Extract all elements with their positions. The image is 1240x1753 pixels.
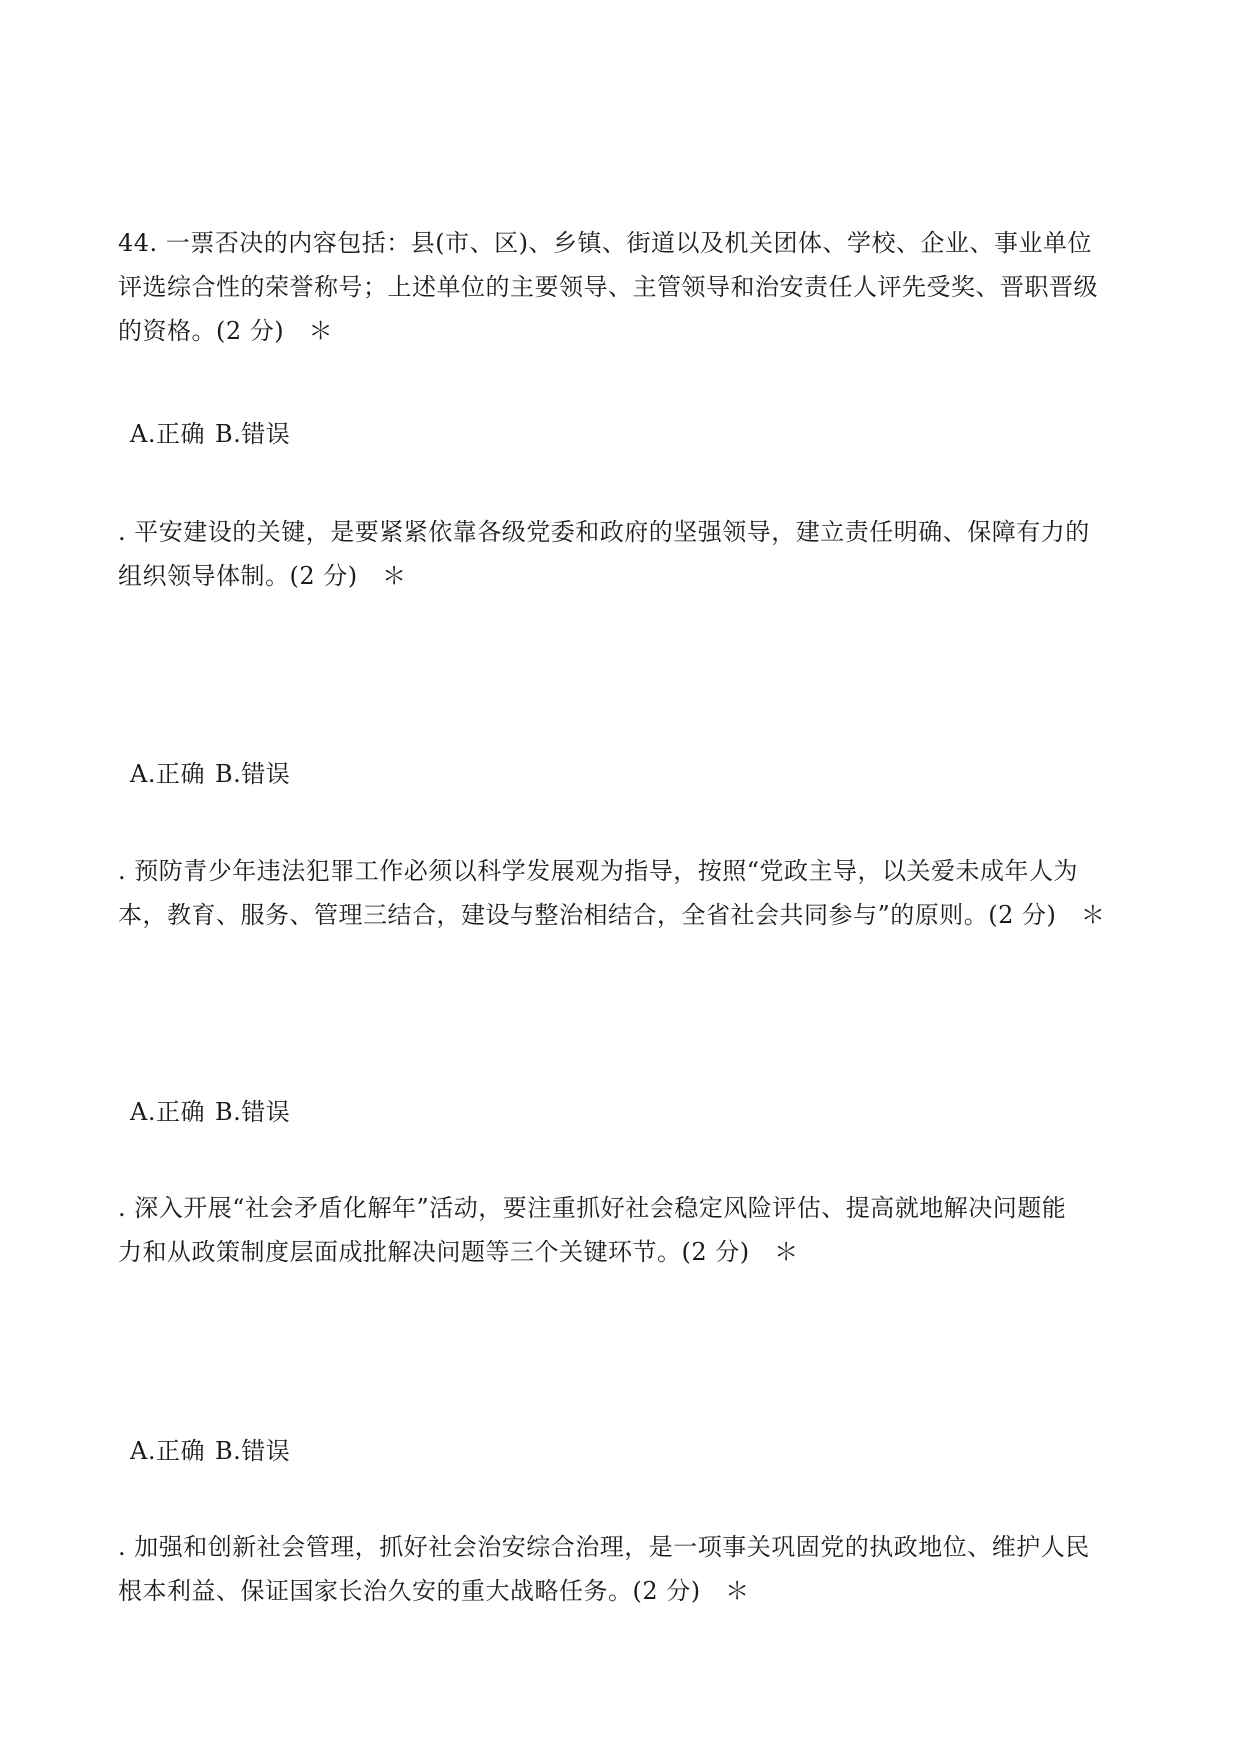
question-youth-crime-prevention <box>118 856 1128 930</box>
option-a[interactable]: A.正确 <box>130 1437 205 1465</box>
question-text-line: . 平安建设的关键，是要紧紧依靠各级党委和政府的坚强领导，建立责任明确、保障有力的 <box>118 518 1090 546</box>
question-conflict-resolution-year <box>118 1193 1128 1267</box>
question-text-line: 的资格。(2 分) ＊ <box>118 317 334 345</box>
question-text-line: 力和从政策制度层面成批解决问题等三个关键环节。(2 分) ＊ <box>118 1238 799 1266</box>
option-b[interactable]: B.错误 <box>214 760 291 788</box>
question-text-line: . 加强和创新社会管理，抓好社会治安综合治理，是一项事关巩固党的执政地位、维护人民 <box>118 1533 1090 1561</box>
option-a[interactable]: A.正确 <box>130 1098 205 1126</box>
question-44 <box>118 228 1128 346</box>
question-text-line: . 深入开展“社会矛盾化解年”活动，要注重抓好社会稳定风险评估、提高就地解决问题能 <box>118 1194 1067 1222</box>
question-text-line: 44. 一票否决的内容包括：县(市、区)、乡镇、街道以及机关团体、学校、企业、事业单位 <box>118 229 1093 257</box>
answer-options <box>130 1097 290 1127</box>
question-safety-construction <box>118 517 1128 591</box>
answer-options <box>130 419 290 449</box>
answer-options <box>130 1436 290 1466</box>
question-text-line: 评选综合性的荣誉称号；上述单位的主要领导、主管领导和治安责任人评先受奖、晋职晋级 <box>118 273 1098 301</box>
option-b[interactable]: B.错误 <box>214 1437 291 1465</box>
option-a[interactable]: A.正确 <box>130 420 205 448</box>
option-b[interactable]: B.错误 <box>214 1098 291 1126</box>
question-text-line: . 预防青少年违法犯罪工作必须以科学发展观为指导，按照“党政主导，以关爱未成年人为 <box>118 857 1079 885</box>
question-text-line: 根本利益、保证国家长治久安的重大战略任务。(2 分) ＊ <box>118 1577 750 1605</box>
answer-options <box>130 759 290 789</box>
option-a[interactable]: A.正确 <box>130 760 205 788</box>
question-text-line: 组织领导体制。(2 分) ＊ <box>118 562 407 590</box>
option-b[interactable]: B.错误 <box>214 420 291 448</box>
question-social-management <box>118 1532 1128 1606</box>
question-text-line: 本，教育、服务、管理三结合，建设与整治相结合，全省社会共同参与”的原则。(2 分) ＊ <box>118 901 1106 929</box>
